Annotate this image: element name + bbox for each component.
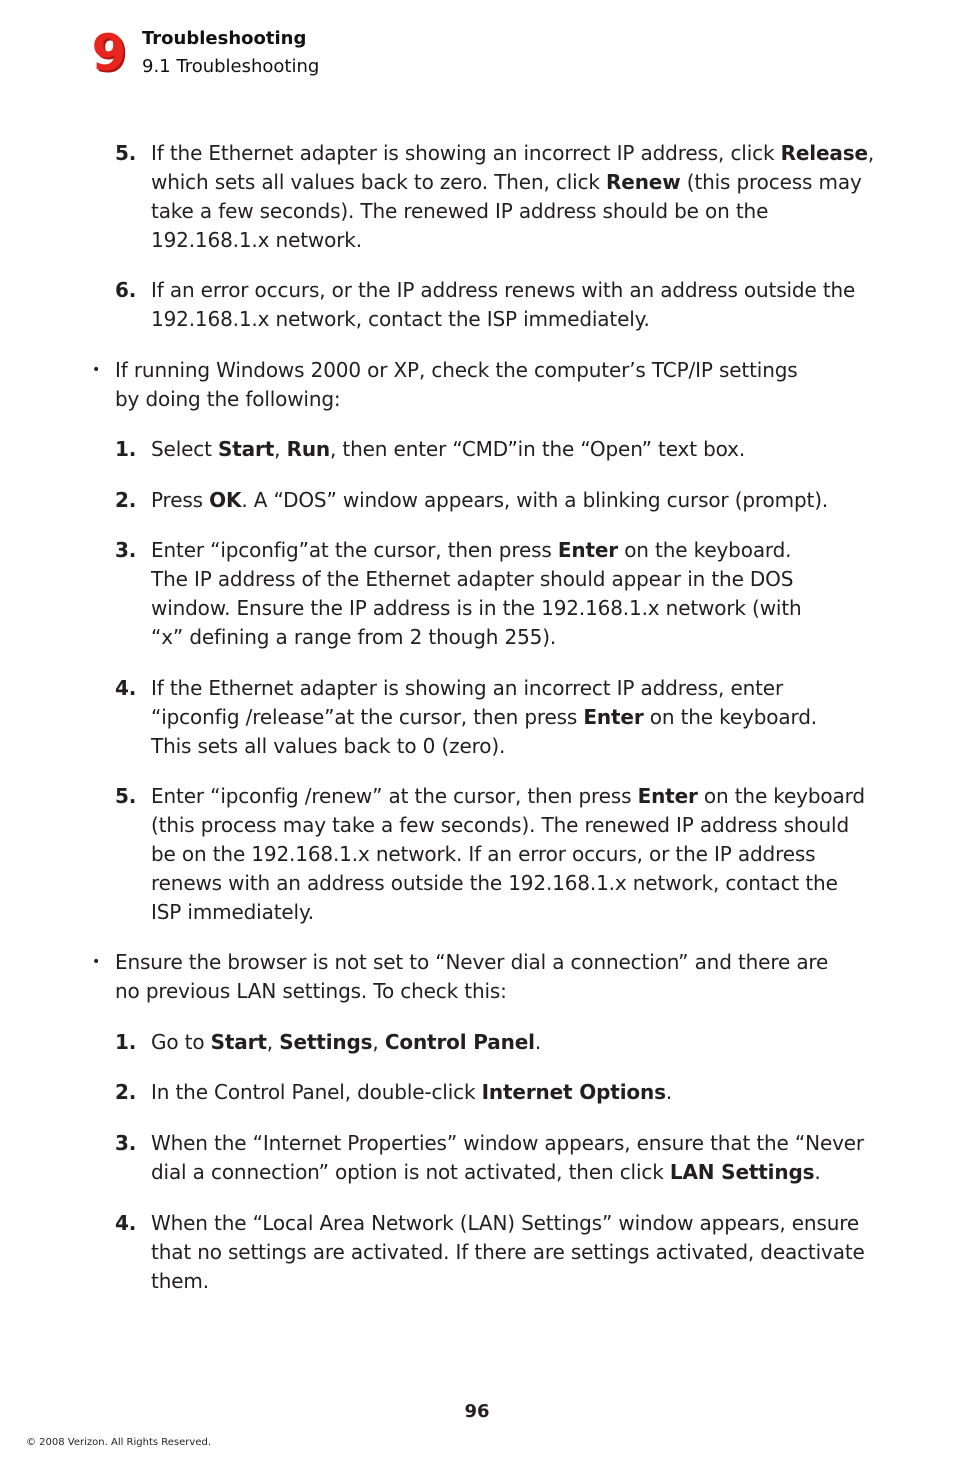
step-number: 1. [115,437,137,461]
enter-term: Enter [637,784,698,808]
bullet-marker: • [92,362,101,378]
release-term: Release [780,141,868,165]
step-text: Enter “ipconfig”at the cursor, then press Enter on the keyboard. The IP address of the Ethernet adapter should appear in the DOS window. Ensure the IP address is in the 192.168.1.x network (with “x” defining a range from 2 though 255). [151,538,802,649]
step-number: 5. [115,141,137,165]
step-number: 2. [115,1080,137,1104]
step-number: 4. [115,676,137,700]
step-text: If the Ethernet adapter is showing an incorrect IP address, click Release, which sets all values back to zero. Then, click Renew (this process may take a few seconds). The renewed IP address should be on the 192.168.1.x network. [151,141,875,252]
renew-term: Renew [606,170,681,194]
start-term: Start [218,437,275,461]
page-number: 96 [464,1401,490,1422]
lan-settings-term: LAN Settings [669,1160,815,1184]
step-number: 2. [115,488,137,512]
internet-options-term: Internet Options [481,1080,666,1104]
step-text: In the Control Panel, double-click Internet Options. [151,1080,673,1104]
chapter-number: 9 [91,24,127,82]
chapter-title: Troubleshooting [142,28,307,49]
step-text: When the “Local Area Network (LAN) Settings” window appears, ensure that no settings are activated. If there are settings activated, deactivate them. [151,1211,865,1293]
bullet-marker: • [92,954,101,970]
step-text: If the Ethernet adapter is showing an incorrect IP address, enter “ipconfig /release”at the cursor, then press Enter on the keyboard. This sets all values back to 0 (zero). [151,676,817,758]
enter-term: Enter [583,705,644,729]
run-term: Run [286,437,331,461]
enter-term: Enter [557,538,619,562]
step-text: Select Start, Run, then enter “CMD”in the “Open” text box. [151,437,746,461]
step-text: Press OK. A “DOS” window appears, with a blinking cursor (prompt). [151,488,829,512]
step-number: 4. [115,1211,137,1235]
step-number: 3. [115,538,137,562]
control-panel-term: Control Panel [384,1030,535,1054]
step-text: Go to Start, Settings, Control Panel. [151,1030,542,1054]
step-text: Enter “ipconfig /renew” at the cursor, then press Enter on the keyboard (this process may take a few seconds). The renewed IP address should be on the 192.168.1.x network. If an error occurs, or the IP address renews with an address outside the 192.168.1.x network, contact the ISP immediately. [151,784,865,924]
copyright-notice: © 2008 Verizon. All Rights Reserved. [26,1437,211,1448]
ok-term: OK [209,488,242,512]
start-term: Start [210,1030,267,1054]
bullet-text: Ensure the browser is not set to “Never dial a connection” and there are no previous LAN settings. To check this: [115,950,829,1003]
step-text: If an error occurs, or the IP address renews with an address outside the 192.168.1.x network, contact the ISP immediately. [151,278,856,331]
step-text: When the “Internet Properties” window appears, ensure that the “Never dial a connection” option is not activated, then click LAN Settings. [151,1131,865,1184]
step-number: 1. [115,1030,137,1054]
step-number: 6. [115,278,137,302]
settings-term: Settings [279,1030,373,1054]
bullet-text: If running Windows 2000 or XP, check the computer’s TCP/IP settings by doing the following: [115,358,798,411]
step-number: 3. [115,1131,137,1155]
step-number: 5. [115,784,137,808]
section-title: 9.1 Troubleshooting [142,56,320,77]
